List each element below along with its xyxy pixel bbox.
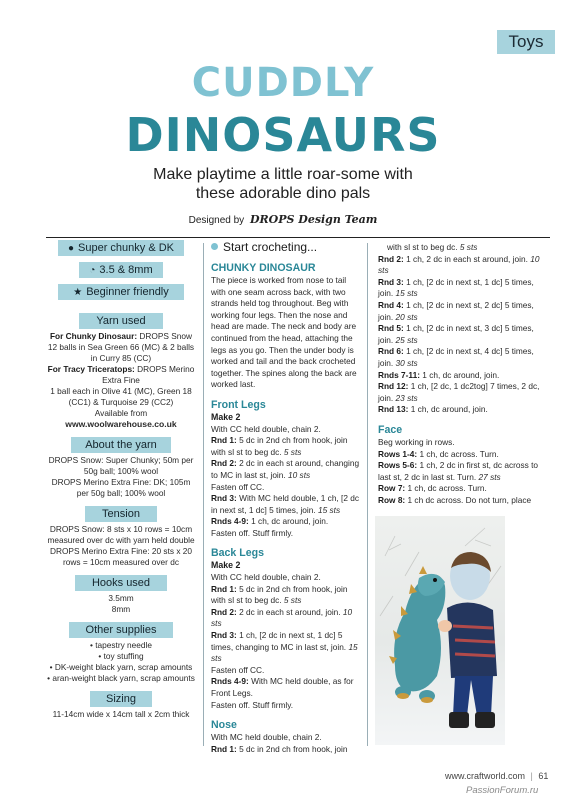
about-yarn-block bbox=[46, 455, 196, 499]
subtitle-line-1: Make playtime a little roar-some with bbox=[153, 166, 413, 183]
pattern-line: Beg working in rows. bbox=[378, 436, 455, 447]
pattern-row: Rows 1-4: 1 ch, dc across. Turn. bbox=[378, 448, 499, 459]
pattern-line: Fasten off. Stuff firmly. bbox=[211, 527, 294, 538]
weight-text: Super chunky & DK bbox=[78, 242, 175, 254]
pattern-line: with sl st to beg dc. 5 sts bbox=[387, 242, 478, 252]
supply-item: • tapestry needle bbox=[90, 640, 152, 650]
available-from: Available from bbox=[94, 408, 148, 418]
pattern-round: Rnds 4-9: 1 ch, dc around, join. bbox=[211, 516, 329, 527]
sizing-heading: Sizing bbox=[90, 691, 152, 707]
pattern-line: With CC held double, chain 2. bbox=[211, 423, 321, 434]
supplies-heading: Other supplies bbox=[69, 622, 173, 638]
hook-size: 3.5mm bbox=[108, 593, 134, 603]
instructions-column-2 bbox=[378, 242, 544, 506]
pattern-row: Rows 5-6: 1 ch, 2 dc in first st, dc across to last st, 2 dc in last st. Turn. 27 sts bbox=[378, 460, 539, 482]
level-badge bbox=[58, 284, 184, 300]
pattern-round: Rnd 1: 5 dc in 2nd ch from hook, join with sl st to beg dc. 5 sts bbox=[211, 435, 348, 457]
level-text: Beginner friendly bbox=[86, 286, 169, 298]
hooks-list bbox=[46, 593, 196, 615]
pattern-round: Rnd 4: 1 ch, [2 dc in next st, 2 dc] 5 times, join. 20 sts bbox=[378, 299, 534, 322]
supplies-list bbox=[46, 640, 196, 684]
yarn-used-block bbox=[46, 331, 196, 430]
yarn-ball-icon: ● bbox=[67, 243, 75, 254]
bullet-dot-icon bbox=[211, 243, 218, 250]
pattern-round: Rnd 13: 1 ch, dc around, join. bbox=[378, 404, 488, 415]
start-text: Start crocheting... bbox=[223, 240, 318, 254]
column-divider-left bbox=[203, 243, 204, 746]
intro-paragraph: The piece is worked from nose to tail with one seam across back, with two strands held tog throughout. Beg with working four legs. Then the nose and head are made. The neck and body are continued from the head, attaching the legs as you go. Then the under body is worked and tail and the back crocheted together. The spines along the back are worked last. bbox=[211, 275, 357, 390]
instructions-column-1 bbox=[211, 240, 362, 755]
supplier-link[interactable]: www.woolwarehouse.co.uk bbox=[65, 419, 177, 429]
footer-website[interactable]: www.craftworld.com bbox=[445, 771, 526, 781]
section-title-back-legs: Back Legs bbox=[211, 547, 264, 560]
pattern-line: With CC held double, chain 2. bbox=[211, 572, 321, 583]
supply-item: • aran-weight black yarn, scrap amounts bbox=[47, 673, 195, 683]
hook-badge bbox=[79, 262, 163, 278]
supply-item: • DK-weight black yarn, scrap amounts bbox=[49, 662, 193, 672]
pattern-round: Rnd 6: 1 ch, [2 dc in next st, 4 dc] 5 times, join. 30 sts bbox=[378, 346, 534, 368]
hook-icon: ◔ bbox=[89, 265, 96, 276]
pattern-round: Rnd 2: 2 dc in each st around, changing to MC in last st, join. 10 sts bbox=[211, 458, 360, 480]
column-divider-right bbox=[367, 243, 368, 746]
make-count: Make 2 bbox=[211, 560, 241, 571]
pattern-round: Rnd 2: 1 ch, 2 dc in each st around, join. 10 sts bbox=[378, 253, 540, 276]
designed-by-label: Designed by bbox=[188, 215, 245, 226]
tracy-yarn-text: DROPS Merino Extra Fine bbox=[102, 364, 195, 385]
yarn-used-heading: Yarn used bbox=[79, 313, 163, 329]
tension-heading: Tension bbox=[85, 506, 157, 522]
subtitle-line-2: these adorable dino pals bbox=[195, 185, 371, 202]
hook-size: 8mm bbox=[111, 604, 131, 614]
tracy-label: For Tracy Triceratops: bbox=[47, 364, 135, 374]
sizing-text: 11-14cm wide x 14cm tall x 2cm thick bbox=[52, 709, 190, 719]
watermark: PassionForum.ru bbox=[466, 785, 539, 796]
section-title-face: Face bbox=[378, 423, 403, 436]
pattern-round: Rnd 3: 1 ch, [2 dc in next st, 1 dc] 5 times, changing to MC in last st, join. 15 sts bbox=[211, 630, 358, 664]
pattern-info-sidebar bbox=[46, 238, 196, 720]
chunky-label: For Chunky Dinosaur: bbox=[49, 331, 138, 341]
section-tag: Toys bbox=[497, 30, 555, 54]
pattern-line: Fasten off CC. bbox=[211, 481, 265, 492]
pattern-round: Rnd 1: 5 dc in 2nd ch from hook, join bbox=[211, 743, 348, 754]
star-icon: ★ bbox=[73, 287, 83, 298]
weight-badge bbox=[58, 240, 184, 256]
pattern-line: Fasten off. Stuff firmly. bbox=[211, 699, 294, 710]
pattern-round: Rnd 12: 1 ch, [2 dc, 1 dc2tog] 7 times, 2 dc, join. 23 sts bbox=[378, 381, 540, 403]
designed-by bbox=[0, 213, 566, 226]
about-yarn-snow: DROPS Snow: Super Chunky; 50m per 50g ball; 100% wool bbox=[48, 455, 194, 476]
pattern-row: Row 7: 1 ch, dc across. Turn. bbox=[378, 483, 487, 494]
page-footer bbox=[445, 771, 548, 781]
tension-merino: DROPS Merino Extra Fine: 20 sts x 20 rows = 10cm measured over dc bbox=[49, 546, 193, 567]
chunky-yarn-text: DROPS Snow 12 balls in Sea Green 66 (MC) & 2 balls in Curry 85 (CC) bbox=[47, 331, 195, 363]
section-title-chunky: CHUNKY DINOSAUR bbox=[211, 262, 316, 274]
tracy-yarn-colours: 1 ball each in Olive 41 (MC), Green 18 (CC1) & Turquoise 29 (CC2) bbox=[50, 386, 192, 407]
pattern-line: With MC held double, chain 2. bbox=[211, 732, 322, 743]
supply-item: • toy stuffing bbox=[98, 651, 144, 661]
pattern-line: Fasten off CC. bbox=[211, 664, 265, 675]
title-line-1: CUDDLY bbox=[191, 60, 375, 106]
tension-snow: DROPS Snow: 8 sts x 10 rows = 10cm measured over dc with yarn held double bbox=[47, 524, 195, 545]
pattern-round: Rnd 2: 2 dc in each st around, join. 10 sts bbox=[211, 606, 353, 629]
pattern-round: Rnds 4-9: With MC held double, as for Front Legs. bbox=[211, 676, 354, 698]
section-title-front-legs: Front Legs bbox=[211, 398, 266, 411]
pattern-round: Rnd 1: 5 dc in 2nd ch from hook, join with sl st to beg dc. 5 sts bbox=[211, 583, 348, 606]
section-title-nose: Nose bbox=[211, 719, 237, 732]
title-line-2: DINOSAURS bbox=[125, 108, 441, 162]
about-yarn-merino: DROPS Merino Extra Fine: DK; 105m per 50g ball; 100% wool bbox=[51, 477, 191, 498]
pattern-round: Rnd 3: With MC held double, 1 ch, [2 dc in next st, 1 dc] 5 times, join. 15 sts bbox=[211, 493, 360, 515]
pattern-round: Rnds 7-11: 1 ch, dc around, join. bbox=[378, 369, 500, 380]
footer-separator: | bbox=[530, 771, 533, 781]
page-number: 61 bbox=[538, 771, 549, 781]
tension-block bbox=[46, 524, 196, 568]
subtitle bbox=[0, 165, 566, 203]
designer-name: DROPS Design Team bbox=[249, 213, 378, 226]
start-crocheting bbox=[211, 240, 362, 255]
pattern-round: Rnd 3: 1 ch, [2 dc in next st, 1 dc] 5 times, join. 15 sts bbox=[378, 276, 534, 299]
about-yarn-heading: About the yarn bbox=[71, 437, 171, 453]
hook-text: 3.5 & 8mm bbox=[99, 264, 153, 276]
make-count: Make 2 bbox=[211, 411, 241, 422]
hooks-heading: Hooks used bbox=[75, 575, 167, 591]
toddler-with-dinosaur-photo bbox=[375, 516, 505, 745]
pattern-round: Rnd 5: 1 ch, [2 dc in next st, 3 dc] 5 times, join. 25 sts bbox=[378, 323, 534, 345]
pattern-row: Row 8: 1 ch dc across. Do not turn, place bbox=[378, 494, 532, 505]
